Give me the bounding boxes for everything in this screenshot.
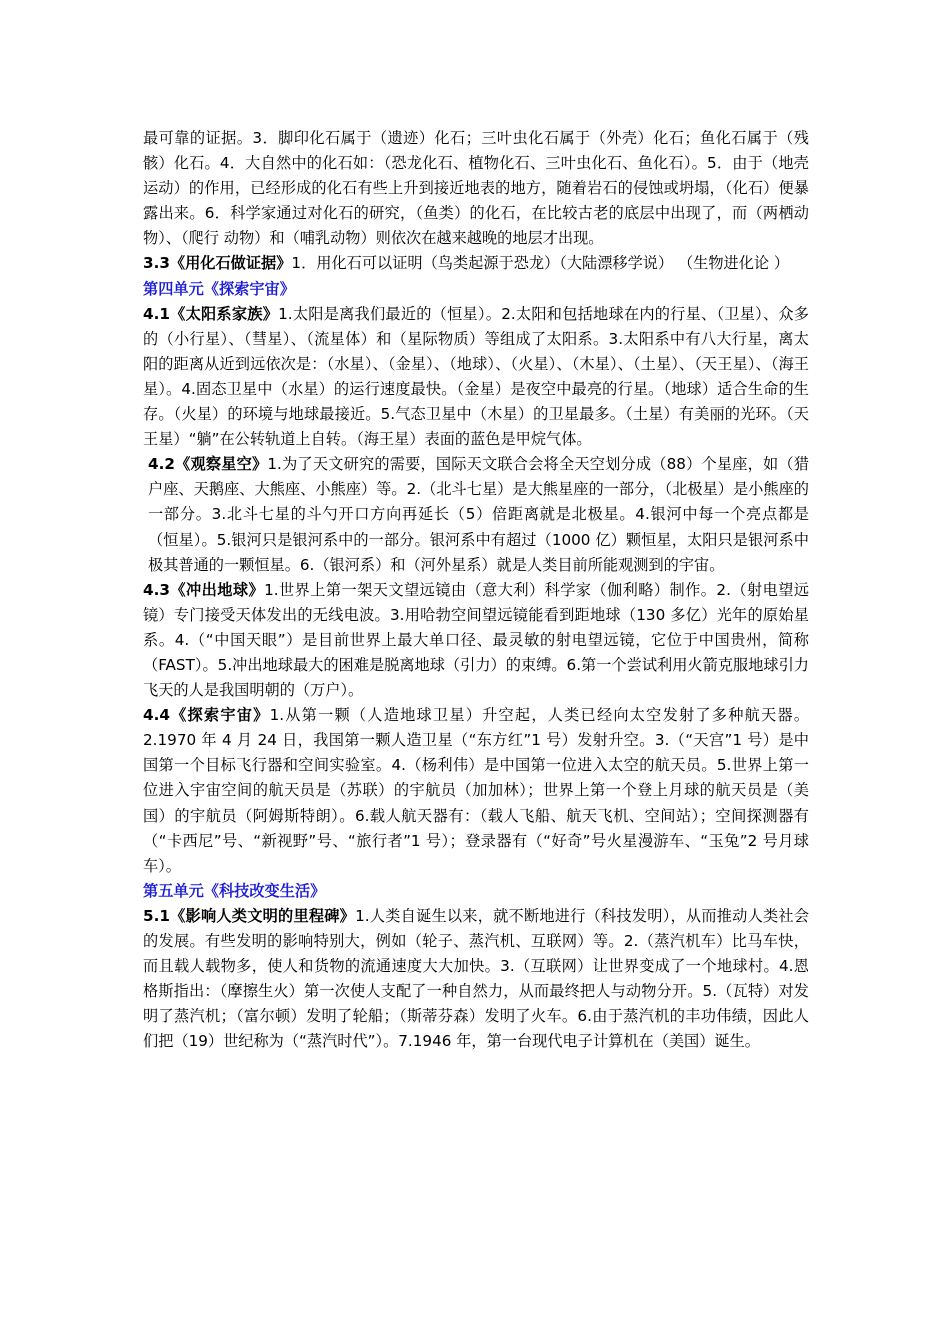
unit-4-heading: 第四单元《探索宇宙》 [143, 279, 295, 298]
lesson-4-4-body: 1.从第一颗（人造地球卫星）升空起，人类已经向太空发射了多种航天器。2.1970 年 4 月 24 日，我国第一颗人造卫星（“东方红”1 号）发射升空。3.（“天宫”1 号）是中国第一个目标飞行器和空间实验室。4.（杨利伟）是中国第一位进入太空的航天员。5.世界上第一位进入宇宙空间的航天员是（苏联）的宇航员（加加林）；世界上第一个登上月球的航天员是（美国）的宇航员（阿姆斯特朗）。6.载人航天器有：（载人飞船、航天飞机、空间站）；空间探测器有（“卡西尼”号、“新视野”号、“旅行者”1 号）；登录器有（“好奇”号火星漫游车、“玉兔”2 号月球车）。 [143, 706, 810, 875]
lesson-4-2-body: 1.为了天文研究的需要，国际天文联合会将全天空划分成（88）个星座，如（猎户座、天鹅座、大熊座、小熊座）等。2.（北斗七星）是大熊星座的一部分，（北极星）是小熊座的一部分。3.北斗七星的斗勺开口方向再延长（5）倍距离就是北极星。4.银河中每一个亮点都是（恒星）。5.银河只是银河系中的一部分。银河系中有超过（1000 亿）颗恒星，太阳只是银河系中极其普通的一颗恒星。6.（银河系）和（河外星系）就是人类目前所能观测到的宇宙。 [148, 455, 809, 574]
lesson-3-3-body: 1．用化石可以证明（鸟类起源于恐龙）（大陆漂移学说） （生物进化论 ） [291, 254, 790, 273]
lesson-5-1 [143, 904, 809, 1055]
lesson-4-3-title: 4.3《冲出地球》 [143, 580, 265, 599]
lesson-4-3 [143, 578, 809, 703]
lesson-4-1-body: 1.太阳是离我们最近的（恒星）。2.太阳和包括地球在内的行星、（卫星）、众多的（小行星）、（彗星）、（流星体）和（星际物质）等组成了太阳系。3.太阳系中有八大行星，离太阳的距离从近到远依次是：（水星）、（金星）、（地球）、（火星）、（木星）、（土星）、（天王星）、（海王星）。4.固态卫星中（水星）的运行速度最快。（金星）是夜空中最亮的行星。（地球）适合生命的生存。（火星）的环境与地球最接近。5.气态卫星中（木星）的卫星最多。（土星）有美丽的光环。（天王星）“躺”在公转轨道上自转。（海王星）表面的蓝色是甲烷气体。 [143, 304, 809, 449]
lesson-4-1 [143, 302, 809, 453]
lesson-4-2-title: 4.2《观察星空》 [148, 455, 268, 474]
lesson-4-2 [143, 452, 809, 577]
lesson-5-1-body: 1.人类自诞生以来，就不断地进行（科技发明），从而推动人类社会的发展。有些发明的影响特别大，例如（轮子、蒸汽机、互联网）等。2.（蒸汽机车）比马车快，而且载人载物多，使人和货物的流通速度大大加快。3.（互联网）让世界变成了一个地球村。4.恩格斯指出：（摩擦生火）第一次使人支配了一种自然力，从而最终把人与动物分开。5.（瓦特）对发明了蒸汽机；（富尔顿）发明了轮船；（斯蒂芬森）发明了火车。6.由于蒸汽机的丰功伟绩，因此人们把（19）世纪称为（“蒸汽时代”）。7.1946 年，第一台现代电子计算机在（美国）诞生。 [143, 906, 810, 1051]
lesson-3-3-title: 3.3《用化石做证据》 [143, 254, 292, 273]
intro-text: 最可靠的证据。3．脚印化石属于（遗迹）化石；三叶虫化石属于（外壳）化石；鱼化石属于（残骸）化石。4．大自然中的化石如：（恐龙化石、植物化石、三叶虫化石、鱼化石）。5．由于（地壳运动）的作用，已经形成的化石有些上升到接近地表的地方，随着岩石的侵蚀或坍塌，（化石）便暴露出来。6．科学家通过对化石的研究，（鱼类）的化石，在比较古老的底层中出现了，而（两栖动物）、（爬行 动物）和（哺乳动物）则依次在越来越晚的地层才出现。 [143, 129, 809, 248]
lesson-4-3-body: 1.世界上第一架天文望远镜由（意大利）科学家（伽利略）制作。2.（射电望远镜）专门接受天体发出的无线电波。3.用哈勃空间望远镜能看到距地球（130 多亿）光年的原始星系。4.（“中国天眼”）是目前世界上最大单口径、最灵敏的射电望远镜，它位于中国贵州，简称（FAST）。5.冲出地球最大的困难是脱离地球（引力）的束缚。6.第一个尝试利用火箭克服地球引力飞天的人是我国明朝的（万户）。 [143, 580, 810, 700]
intro-paragraph [143, 126, 809, 251]
document-page [143, 126, 809, 1054]
lesson-4-4 [143, 703, 809, 879]
lesson-3-3 [143, 251, 809, 276]
lesson-4-1-title: 4.1《太阳系家族》 [143, 304, 279, 323]
lesson-5-1-title: 5.1《影响人类文明的里程碑》 [143, 906, 356, 925]
lesson-4-4-title: 4.4《探索宇宙》 [143, 706, 270, 725]
unit-5-heading: 第五单元《科技改变生活》 [143, 881, 326, 900]
